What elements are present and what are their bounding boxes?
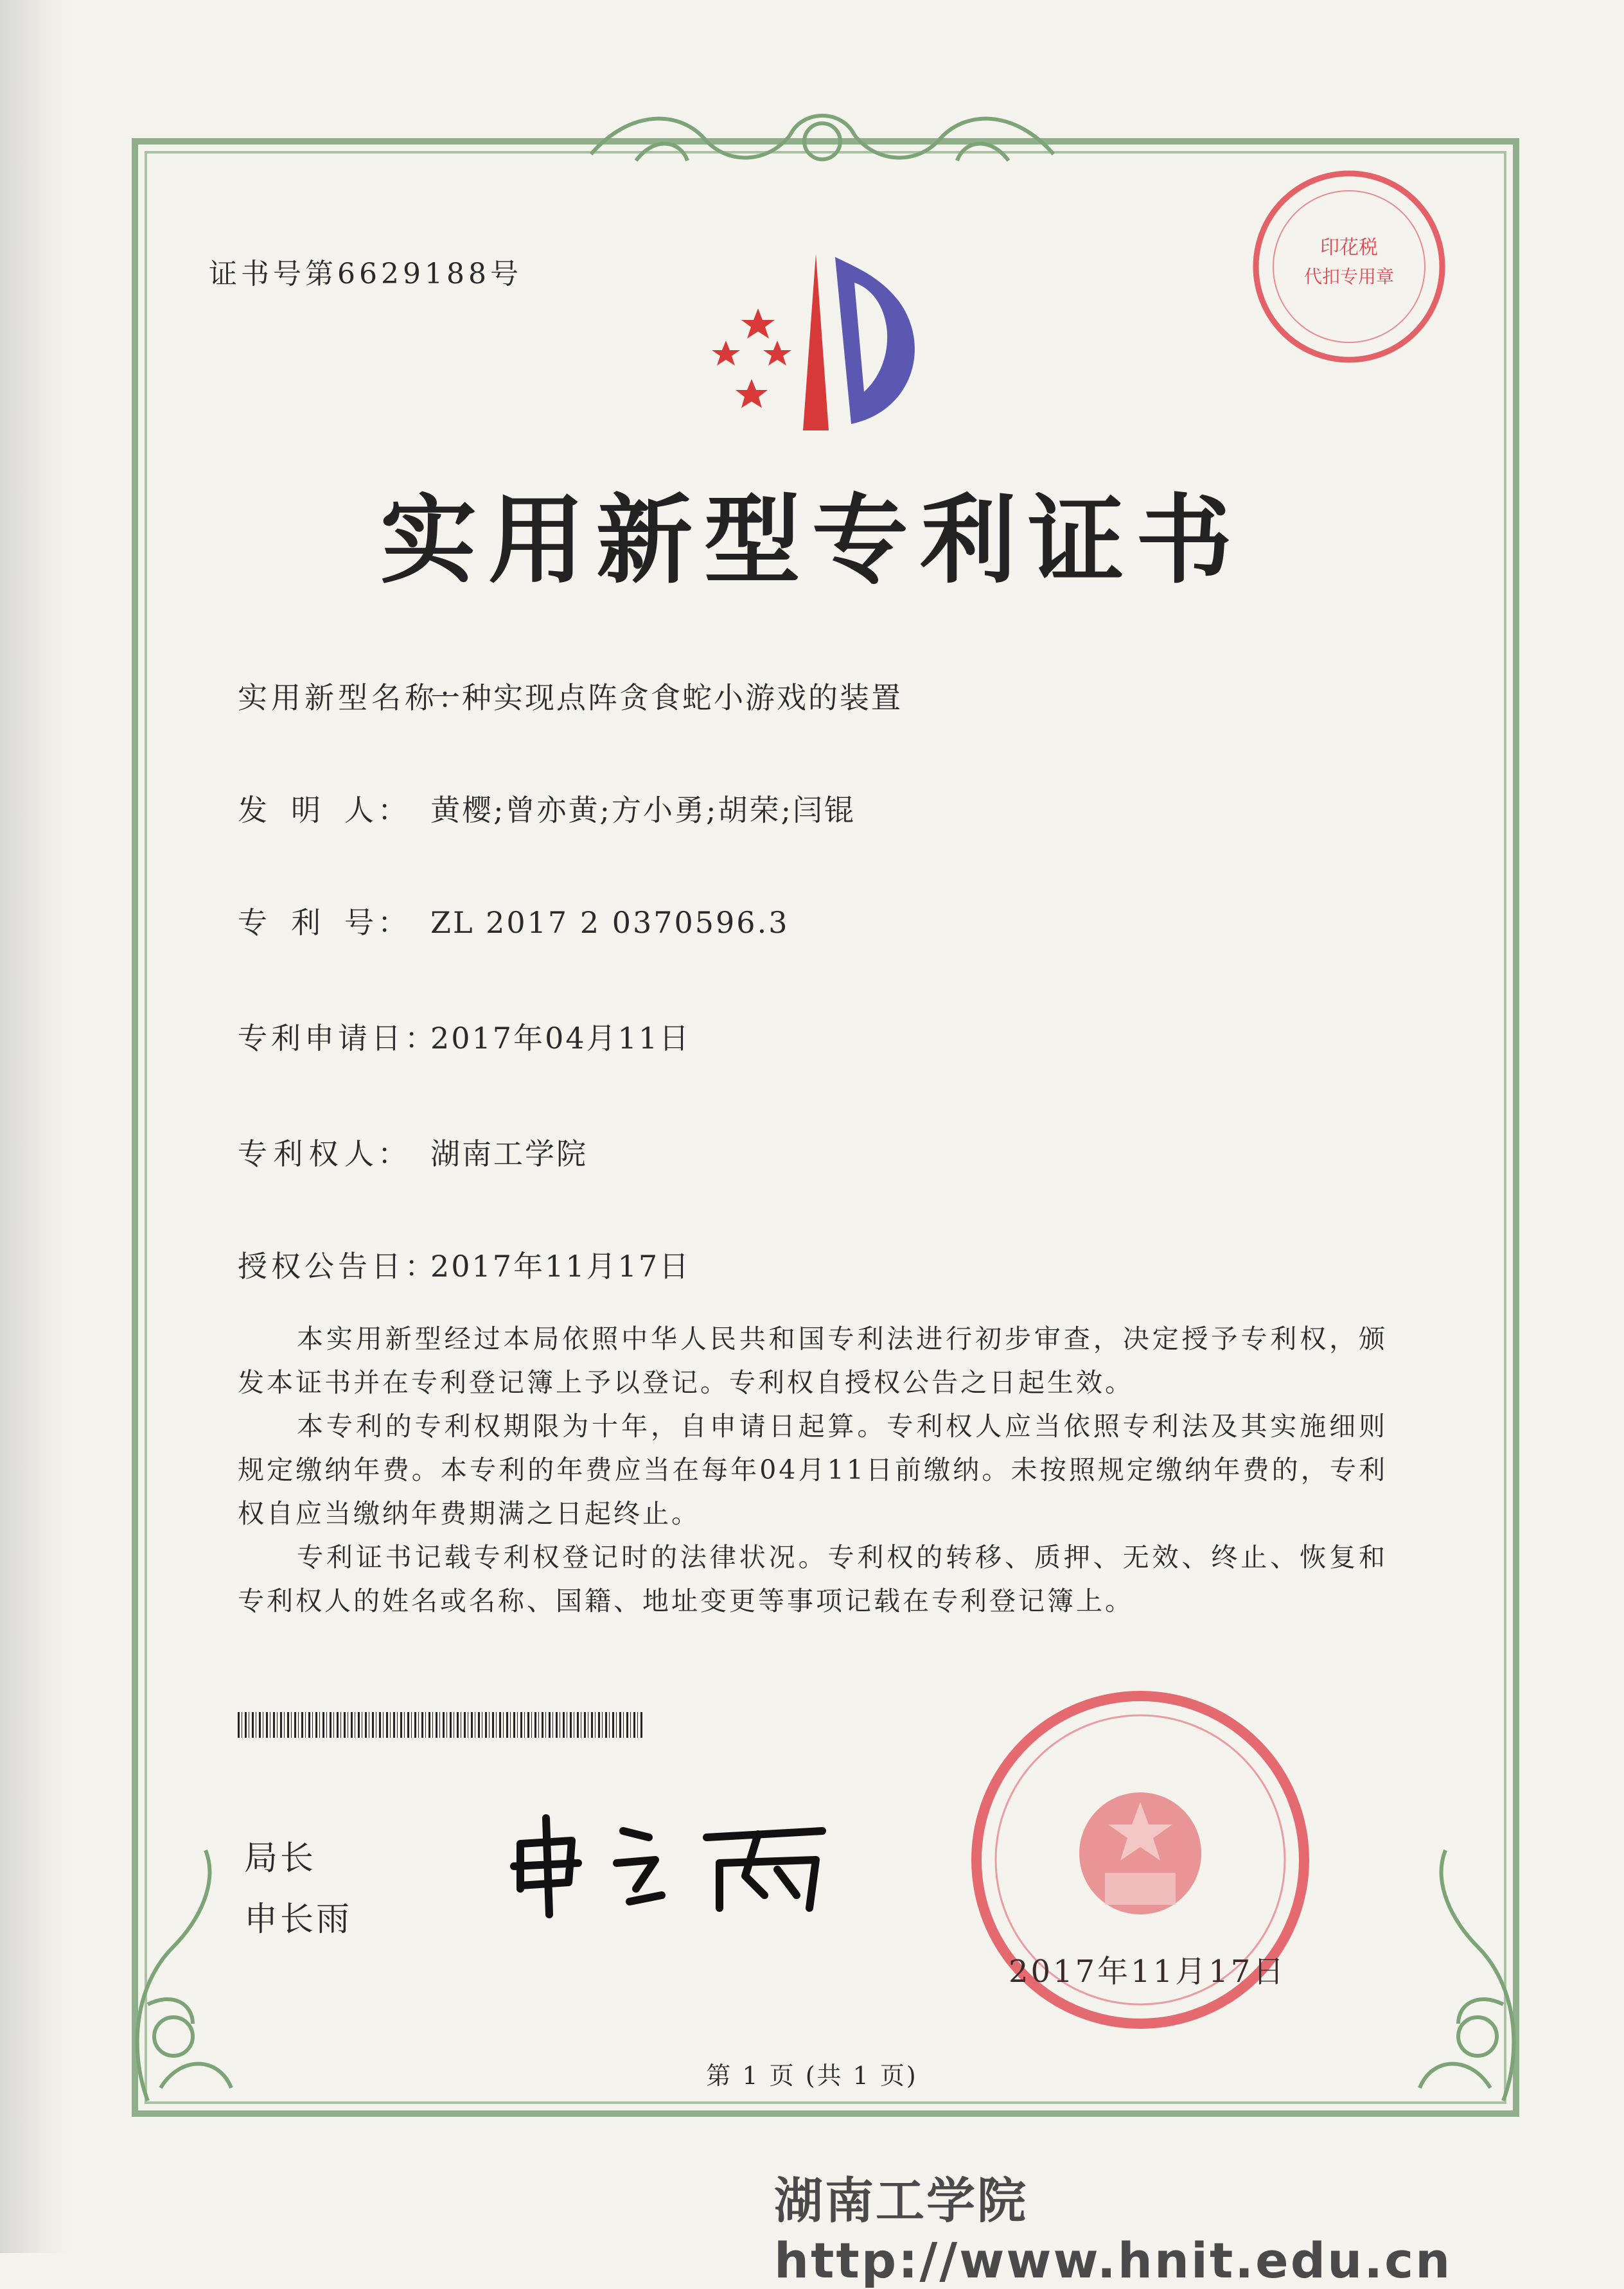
director-name: 申长雨 bbox=[244, 1900, 353, 1939]
tax-seal bbox=[1246, 164, 1452, 369]
top-ornament bbox=[578, 96, 1066, 186]
field-value: ZL 2017 2 0370596.3 bbox=[430, 905, 790, 940]
svg-text:印花税: 印花税 bbox=[1320, 236, 1378, 259]
field-row bbox=[238, 1015, 691, 1057]
field-label: 专 利 权 人： bbox=[238, 1136, 411, 1171]
field-label: 专利申请日： bbox=[238, 1021, 438, 1056]
barcode bbox=[238, 1712, 642, 1738]
body-paragraph-3: 专利证书记载专利权登记时的法律状况。专利权的转移、质押、无效、终止、恢复和专利权人的姓名或名称、国籍、地址变更等事项记载在专利登记簿上。 bbox=[238, 1542, 1388, 1616]
field-value: 2017年11月17日 bbox=[430, 1249, 691, 1284]
field-value: 2017年04月11日 bbox=[430, 1021, 691, 1056]
field-value: 一种实现点阵贪食蛇小游戏的装置 bbox=[430, 680, 903, 715]
director-signature bbox=[501, 1805, 861, 1921]
certificate-title: 实用新型专利证书 bbox=[380, 485, 1244, 597]
page-edge-shadow bbox=[0, 0, 71, 2253]
field-row bbox=[238, 1131, 588, 1173]
certificate-number: 证书号第6629188号 bbox=[209, 258, 522, 290]
field-label: 实用新型名称： bbox=[238, 680, 472, 715]
body-paragraph-1: 本实用新型经过本局依照中华人民共和国专利法进行初步审查，决定授予专利权，颁发本证书并在专利登记簿上予以登记。专利权自授权公告之日起生效。 bbox=[238, 1323, 1388, 1398]
seal-date: 2017年11月17日 bbox=[1009, 1954, 1287, 1990]
field-row bbox=[238, 899, 789, 942]
certificate-body bbox=[238, 1317, 1388, 1623]
field-label: 授权公告日： bbox=[238, 1249, 438, 1284]
body-paragraph-2: 本专利的专利权期限为十年，自申请日起算。专利权人应当依照专利法及其实施细则规定缴纳年费。本专利的年费应当在每年04月11日前缴纳。未按照规定缴纳年费的，专利权自应当缴纳年费期满之日起终止。 bbox=[238, 1411, 1388, 1529]
website-watermark: 湖南工学院http://www.hnit.edu.cn bbox=[774, 2172, 1452, 2289]
field-row bbox=[238, 675, 903, 717]
field-label: 发 明 人： bbox=[238, 793, 411, 827]
page-number: 第 1 页 (共 1 页) bbox=[706, 2062, 918, 2090]
director-title: 局长 bbox=[244, 1839, 317, 1878]
field-value: 黄樱;曾亦黄;方小勇;胡荣;闫锟 bbox=[430, 793, 856, 827]
field-label: 专 利 号： bbox=[238, 905, 411, 940]
field-value: 湖南工学院 bbox=[430, 1136, 588, 1171]
field-row bbox=[238, 1243, 691, 1286]
svg-text:代扣专用章: 代扣专用章 bbox=[1303, 266, 1395, 287]
patent-office-logo bbox=[675, 244, 944, 437]
field-row bbox=[238, 787, 856, 829]
